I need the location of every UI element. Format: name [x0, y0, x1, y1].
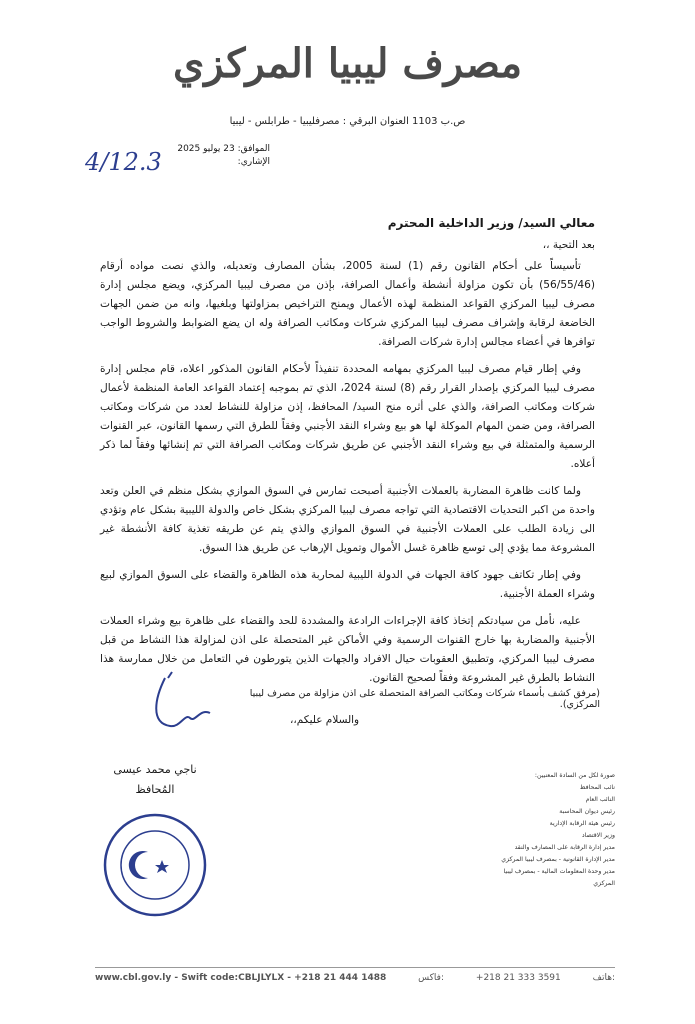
- ref-label: الإشاري:: [237, 157, 270, 167]
- date-label: الموافق: 23 يوليو 2025: [177, 144, 270, 154]
- recipient: معالي السيد/ وزير الداخلية المحترم: [387, 216, 595, 230]
- cc-item: مدير الإدارة القانونية - بمصرف ليبيا المركزي: [501, 856, 615, 863]
- cc-item: نائب المحافظ: [579, 784, 615, 791]
- paragraph: وفي إطار تكاتف جهود كافة الجهات في الدولة الليبية لمحاربة هذه الظاهرة والقضاء على السوق الموازي لبيع وشراء العملة الأجنبية.: [100, 569, 595, 600]
- paragraph: عليه، نأمل من سيادتكم إتخاذ كافة الإجراءات الرادعة والمشددة للحد والقضاء على ظاهرة بيع وشراء العملات الأجنبية والمضاربة بها خارج القنوات الرسمية وفي الأماكن غير المتحصلة على اذن لمزاولة هذا النشاط من قبل مصرف ليبيا المركزي، وتطبيق العقوبات حيال الافراد والجهات الذين يتورطون في التعامل من خلال ممارسة هذا النشاط بالطرق غير المشروعة وفقاً لصحيح القانون.: [100, 615, 595, 684]
- cc-item: مدير وحدة المعلومات المالية - بمصرف ليبيا المركزي: [503, 868, 615, 887]
- salutation: والسلام عليكم،،: [290, 714, 360, 726]
- cc-item: رئيس ديوان المحاسبة: [559, 808, 615, 815]
- paragraph: ولما كانت ظاهرة المضاربة بالعملات الأجنبية أصبحت تمارس في السوق الموازي بشكل منظم في العلن وتعد واحدة من اكبر التحديات الاقتصادية التي تواجه مصرف ليبيا المركزي بشكل خاص والدولة الليبية بشكل عام وتؤدي الى زيادة الطلب على العملات الأجنبية في السوق الموازي والذي يتم عن طريقه تغذية كافة الأنشطة غير المشروعة مما يؤدي إلى توسع ظاهرة غسل الأموال وتمويل الإرهاب عن طريق هذا السوق.: [100, 485, 595, 554]
- attachment-note: (مرفق كشف بأسماء شركات ومكاتب الصرافة المتحصلة على اذن مزاولة من مصرف ليبيا المركزي).: [249, 688, 600, 710]
- signatory-name: ناجي محمد عيسى: [113, 763, 197, 776]
- signatory-title: المُحافظ: [135, 783, 175, 796]
- greeting: بعد التحية ،،: [542, 239, 595, 251]
- cc-item: وزير الاقتصاد: [581, 832, 615, 839]
- cc-item: مدير إدارة الرقابة على المصارف والنقد: [514, 844, 615, 851]
- bank-address: ص.ب 1103 العنوان البرقي : مصرفليبيا - طرابلس - ليبيا: [229, 116, 466, 127]
- handwritten-signature: [140, 668, 230, 738]
- cc-title: صورة لكل من السادة المعنيين:: [534, 772, 615, 779]
- paragraph: وفي إطار قيام مصرف ليبيا المركزي بمهامه المحددة تنفيذاً لأحكام القانون المذكور اعلاه، قام مجلس إدارة مصرف ليبيا المركزي بإصدار القرار رقم (8) لسنة 2024، الذي تم بموجبه إعتماد القواعد العامة المنظمة لأعمال شركات ومكاتب الصرافة، والذي على أثره منح السيد/ المحافظ، إذن مزاولة للنشاط لعدد من شركات ومكاتب الصرافة، ومن ضمن المهام الموكلة لها هو بيع وشراء النقد الأجنبي وفقاً للطرق التي رسمها القانون، عبر القنوات الرسمية والمتمثلة في بيع وشراء النقد الأجنبي عن طريق شركات ومكاتب الصرافة التي تم إنشائها وفقاً لما ذكر أعلاه.: [100, 363, 595, 470]
- footer-phone-label: هاتف:: [592, 973, 615, 983]
- bank-logo: مصرف ليبيا المركزي: [172, 40, 522, 87]
- handwritten-reference: 4/12.3: [85, 148, 162, 176]
- cc-item: رئيس هيئة الرقابة الإدارية: [549, 820, 615, 827]
- cc-list: [495, 770, 615, 890]
- cc-item: النائب العام: [585, 796, 615, 803]
- signatory-block: [110, 760, 200, 800]
- paragraph: تأسيساً على أحكام القانون رقم (1) لسنة 2005، بشأن المصارف وتعديله، والذي نصت مواده أرقام (56/55/46) بأن تكون مزاولة أنشطة وأعمال الصرافة، بإذن من مصرف ليبيا المركزي، ويضع مجلس إدارة مصرف ليبيا المركزي القواعد المنظمة لهذه الأعمال ويمنح التراخيص بمزاولتها وبلغيها، وانه من ضمن الجهات الخاضعة لرقابة وإشراف مصرف ليبيا المركزي شركات ومكاتب الصرافة وله ان يضع الضوابط والشروط الواجب توافرها في أعضاء مجالس إدارة شركات الصرافة.: [100, 260, 595, 348]
- footer: [95, 973, 615, 983]
- official-stamp: [100, 810, 210, 920]
- footer-fax-label: فاكس:: [418, 973, 445, 983]
- footer-divider: [95, 967, 615, 968]
- footer-contact: www.cbl.gov.ly - Swift code:CBLJLYLX - +218 21 444 1488: [95, 973, 387, 983]
- letter-body: [100, 236, 595, 696]
- footer-phone: +218 21 333 3591: [475, 973, 561, 983]
